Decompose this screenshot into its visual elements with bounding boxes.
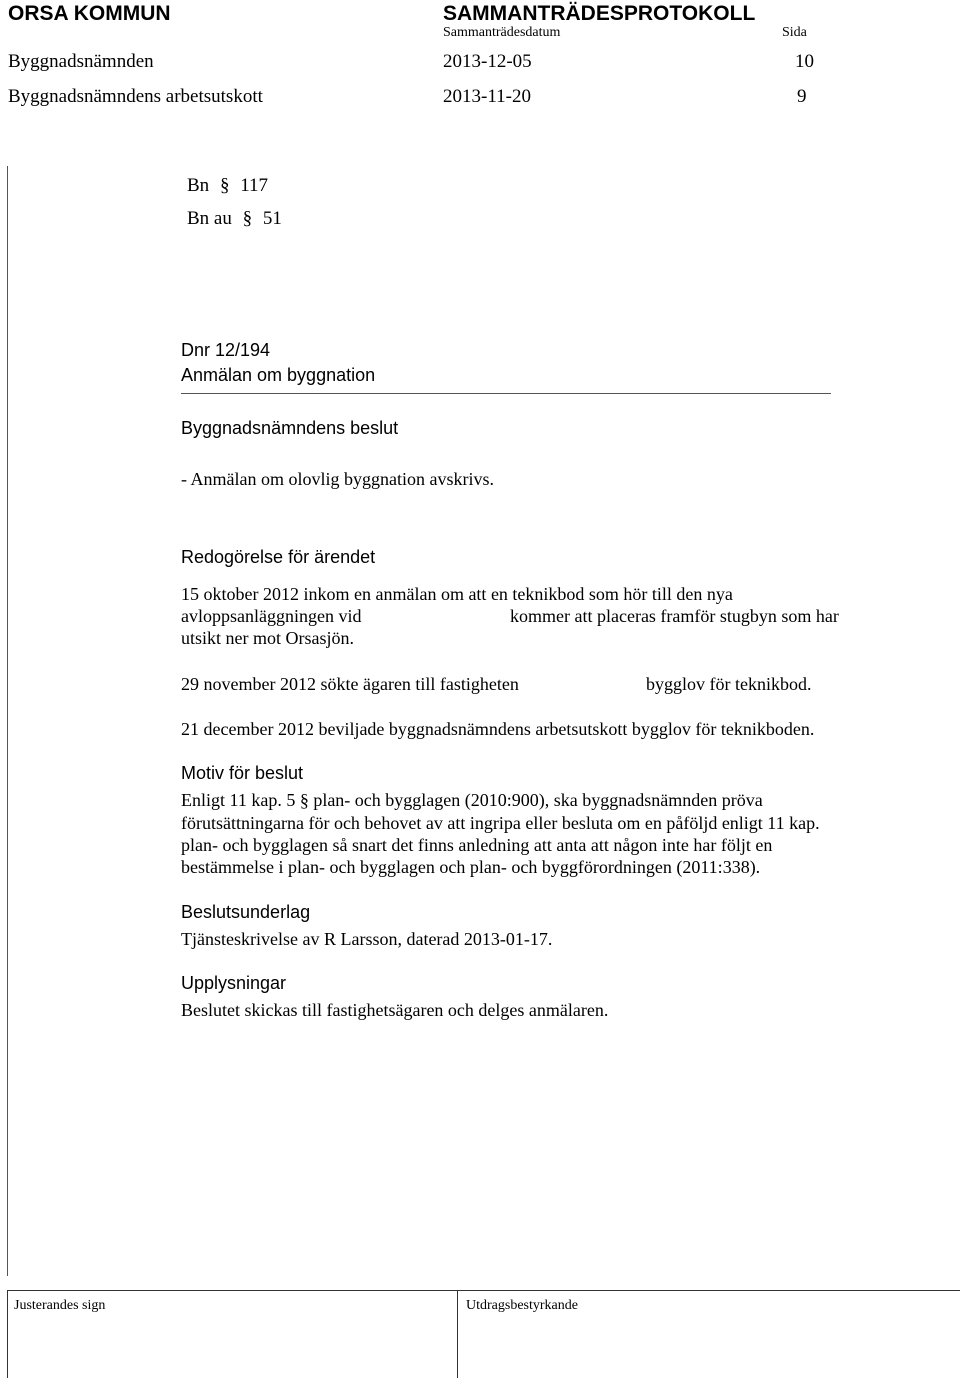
title-divider: [181, 393, 831, 394]
paragraph-ref: [187, 208, 282, 230]
info-text: Beslutet skickas till fastighetsägaren och delges anmälaren.: [181, 1000, 609, 1020]
header-row-body: Byggnadsnämnden: [8, 51, 154, 72]
section-sign-icon: §: [219, 175, 230, 196]
margin-line: [7, 166, 8, 1276]
decision-item: - Anmälan om olovlig byggnation avskrivs.: [181, 469, 494, 489]
motive-line: plan- och bygglagen så snart det finns anledning att anta att någon inte har följt en: [181, 835, 773, 855]
case-title: Anmälan om byggnation: [181, 365, 376, 385]
header-row-date: 2013-11-20: [443, 86, 531, 107]
footer-sign-label: Justerandes sign: [14, 1298, 106, 1313]
date-column-label: Sammanträdesdatum: [443, 25, 561, 40]
header-row-date: 2013-12-05: [443, 51, 532, 72]
header-row-body: Byggnadsnämndens arbetsutskott: [8, 86, 263, 107]
page-column-label: Sida: [782, 25, 807, 40]
info-heading: Upplysningar: [181, 973, 287, 993]
footer-divider: [7, 1290, 960, 1291]
basis-heading: Beslutsunderlag: [181, 902, 311, 922]
background-text: 29 november 2012 sökte ägaren till fastigheten: [181, 674, 519, 694]
ref-prefix: Bn au: [187, 208, 232, 229]
case-number: Dnr 12/194: [181, 340, 271, 360]
footer-certified-label: Utdragsbestyrkande: [466, 1298, 578, 1313]
background-text: avloppsanläggningen vid: [181, 606, 362, 626]
paragraph-ref: [187, 175, 268, 197]
motive-line: förutsättningarna för och behovet av att ingripa eller besluta om en påföljd enligt 11 kap.: [181, 813, 820, 833]
motive-line: bestämmelse i plan- och bygglagen och plan- och byggförordningen (2011:338).: [181, 857, 761, 877]
document-type: SAMMANTRÄDESPROTOKOLL: [443, 2, 756, 25]
background-text: bygglov för teknikbod.: [646, 674, 812, 694]
ref-number: 51: [262, 208, 282, 229]
background-text: 15 oktober 2012 inkom en anmälan om att en teknikbod som hör till den nya: [181, 584, 733, 604]
header-row-page: 9: [797, 86, 807, 107]
background-text: utsikt ner mot Orsasjön.: [181, 628, 354, 648]
footer-mid-border: [457, 1290, 458, 1378]
decision-heading: Byggnadsnämndens beslut: [181, 418, 399, 438]
org-name: ORSA KOMMUN: [8, 2, 171, 25]
motive-line: Enligt 11 kap. 5 § plan- och bygglagen (2010:900), ska byggnadsnämnden pröva: [181, 790, 763, 810]
background-heading: Redogörelse för ärendet: [181, 547, 376, 567]
section-sign-icon: §: [242, 208, 253, 229]
ref-number: 117: [240, 175, 268, 196]
ref-prefix: Bn: [187, 175, 210, 196]
footer-left-border: [7, 1290, 8, 1378]
motive-heading: Motiv för beslut: [181, 763, 304, 783]
header-row-page: 10: [795, 51, 814, 72]
background-text: kommer att placeras framför stugbyn som har: [510, 606, 839, 626]
basis-text: Tjänsteskrivelse av R Larsson, daterad 2013-01-17.: [181, 929, 553, 949]
background-text: 21 december 2012 beviljade byggnadsnämndens arbetsutskott bygglov för teknikboden.: [181, 719, 815, 739]
